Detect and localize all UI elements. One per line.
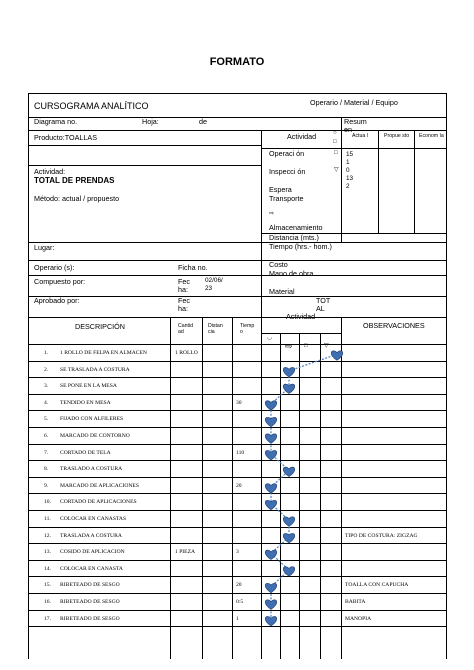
- row-number: 12.: [44, 532, 51, 539]
- row-observacion: TOALLA CON CAPUCHA: [345, 582, 409, 589]
- summary-value-transporte: 13: [346, 175, 354, 182]
- summary-economia: Econom ía: [419, 133, 444, 139]
- summary-value-operacion: 15: [346, 151, 354, 158]
- de-label: de: [199, 117, 207, 126]
- summary-transporte: Transporte: [269, 194, 304, 203]
- row-description: MARCADO DE APLICACIONES: [60, 482, 139, 489]
- summary-material: Material: [269, 287, 295, 296]
- row-cantidad: 1 PIEZA: [175, 549, 196, 556]
- summary-value-almacenamiento: 2: [346, 183, 350, 190]
- actividad-label: Actividad:: [34, 167, 66, 176]
- operario-label: Operario (s):: [34, 263, 75, 272]
- row-description: CORTADO DE APLICACIONES: [60, 499, 137, 506]
- row-description: 1 ROLLO DE FELPA EN ALMACEN: [60, 350, 147, 356]
- row-number: 10.: [44, 499, 51, 506]
- arrow-right-icon: ⇨: [285, 341, 293, 351]
- col-observaciones: OBSERVACIONES: [363, 321, 425, 330]
- heart-icon: [283, 384, 294, 393]
- summary-value-espera: 0: [346, 167, 350, 174]
- triangle-down-icon: ▽: [324, 343, 329, 349]
- row-description: COSIDO DE APLICACION: [60, 549, 125, 556]
- row-cantidad: 1 ROLLO: [175, 350, 198, 356]
- form-heading: CURSOGRAMA ANALÍTICO: [34, 101, 149, 111]
- summary-almacenamiento: Almacenamiento: [269, 223, 323, 232]
- flow-line: [271, 354, 337, 620]
- aprobado-label: Aprobado por:: [34, 296, 80, 305]
- col-distancia: Distan cia: [208, 323, 223, 336]
- row-number: 14.: [44, 565, 51, 572]
- page-title: FORMATO: [209, 56, 265, 68]
- row-distancia: 30: [236, 399, 242, 406]
- heart-icon: [283, 467, 294, 476]
- circle-icon: ◡: [267, 335, 273, 341]
- summary-total: TOT AL: [316, 296, 331, 314]
- heart-icon: [331, 351, 342, 360]
- row-distancia: 110: [236, 449, 245, 456]
- row-description: TRASLADO A COSTURA: [60, 466, 123, 473]
- col-actividad: Actividad: [286, 312, 316, 321]
- fecha-value: 02/06/ 23: [205, 277, 223, 292]
- summary-costo: Costo: [269, 260, 288, 269]
- row-description: RIBETEADO DE SESGO: [60, 599, 120, 605]
- summary-distancia: Distancia (mts.): [269, 233, 319, 242]
- row-number: 17.: [44, 615, 51, 622]
- summary-actividad: Actividad: [287, 132, 317, 141]
- square-icon: □: [334, 150, 338, 156]
- row-observacion: BABITA: [345, 599, 366, 605]
- row-distancia: 20: [236, 582, 242, 589]
- diagrama-label: Diagrama no.: [34, 117, 78, 126]
- heart-icon: [265, 450, 276, 459]
- row-number: 9.: [44, 482, 49, 489]
- heart-icon: [265, 550, 276, 559]
- summary-operacion: Operaci ón: [269, 149, 305, 158]
- row-description: SE TRASLADA A COSTURA: [60, 366, 130, 373]
- row-description: MARCADO DE CONTORNO: [60, 433, 130, 439]
- fecha-label-1: Fec ha:: [178, 277, 190, 295]
- row-description: SE PONE EN LA MESA: [60, 383, 117, 390]
- ficha-label: Ficha no.: [178, 263, 208, 272]
- row-observacion: MANOPIA: [345, 615, 372, 622]
- hoja-label: Hoja:: [142, 117, 159, 126]
- summary-inspeccion: Inspecci ón: [269, 167, 306, 176]
- heart-icon: [265, 401, 276, 410]
- col-tiempo: Tiemp o: [240, 323, 255, 336]
- resumen-label: Resum en: [344, 117, 367, 135]
- producto-label: Producto:TOALLAS: [34, 133, 97, 142]
- circle-icon: ○: [333, 130, 337, 136]
- heart-icon: [265, 583, 276, 592]
- row-description: FIJADO CON ALFILERES: [60, 416, 124, 423]
- col-cantidad: Cantid ad: [178, 323, 193, 336]
- row-tiempo: 1: [236, 615, 239, 622]
- square-icon: □: [304, 343, 308, 349]
- heart-icon: [265, 500, 276, 509]
- row-observacion: TIPO DE COSTURA: ZIGZAG: [345, 532, 418, 539]
- row-description: CORTADO DE TELA: [60, 449, 111, 456]
- row-number: 7.: [44, 449, 49, 456]
- heart-icon: [283, 567, 294, 576]
- row-number: 13.: [44, 549, 51, 556]
- summary-actual: Actua l: [352, 133, 368, 139]
- row-distancia: 20: [236, 482, 242, 489]
- actividad-value: TOTAL DE PRENDAS: [34, 176, 115, 185]
- heart-icon: [265, 616, 276, 625]
- summary-propuesto: Propue sto: [384, 133, 410, 139]
- heart-icon: [265, 434, 276, 443]
- heart-icon: [283, 367, 294, 376]
- row-number: 6.: [44, 433, 49, 439]
- square-icon: □: [333, 139, 337, 145]
- summary-tiempo: Tiempo (hrs.- hom.): [269, 242, 332, 251]
- compuesto-label: Compuesto por:: [34, 277, 86, 286]
- row-description: TENDIDO EN MESA: [60, 399, 111, 406]
- row-distancia: 0:5: [236, 599, 244, 605]
- triangle-down-icon: ▽: [334, 167, 339, 173]
- heart-icon: [283, 517, 294, 526]
- heart-icon: [265, 484, 276, 493]
- row-description: RIBETEADO DE SESGO: [60, 582, 120, 589]
- row-number: 2.: [44, 366, 49, 373]
- row-description: COLOCAR EN CANASTAS: [60, 516, 127, 522]
- row-number: 8.: [44, 466, 49, 473]
- summary-value-inspeccion: 1: [346, 159, 350, 166]
- row-number: 16.: [44, 599, 51, 605]
- row-description: TRASLADA A COSTURA: [60, 532, 122, 539]
- row-number: 15.: [44, 582, 51, 589]
- operario-material-equipo: Operario / Material / Equipo: [310, 98, 398, 107]
- row-number: 11.: [44, 516, 51, 522]
- col-descripcion: DESCRIPCIÓN: [75, 322, 125, 331]
- summary-espera: Espera: [269, 185, 292, 194]
- arrow-right-icon: ⇨: [269, 211, 275, 217]
- fecha-label-2: Fec ha:: [178, 296, 190, 314]
- row-tiempo: 3: [236, 549, 239, 556]
- row-number: 4.: [44, 399, 49, 406]
- summary-mano-obra: Mano de obra: [269, 269, 314, 278]
- row-number: 3.: [44, 383, 49, 390]
- row-number: 5.: [44, 416, 49, 423]
- row-description: COLOCAR EN CANASTA: [60, 565, 123, 572]
- row-number: 1.: [44, 350, 49, 356]
- heart-icon: [265, 417, 276, 426]
- row-description: RIBETEADO DE SESGO: [60, 615, 120, 622]
- lugar-label: Lugar:: [34, 243, 55, 252]
- heart-icon: [265, 600, 276, 609]
- heart-icon: [283, 533, 294, 542]
- metodo-label: Método: actual / propuesto: [34, 194, 120, 203]
